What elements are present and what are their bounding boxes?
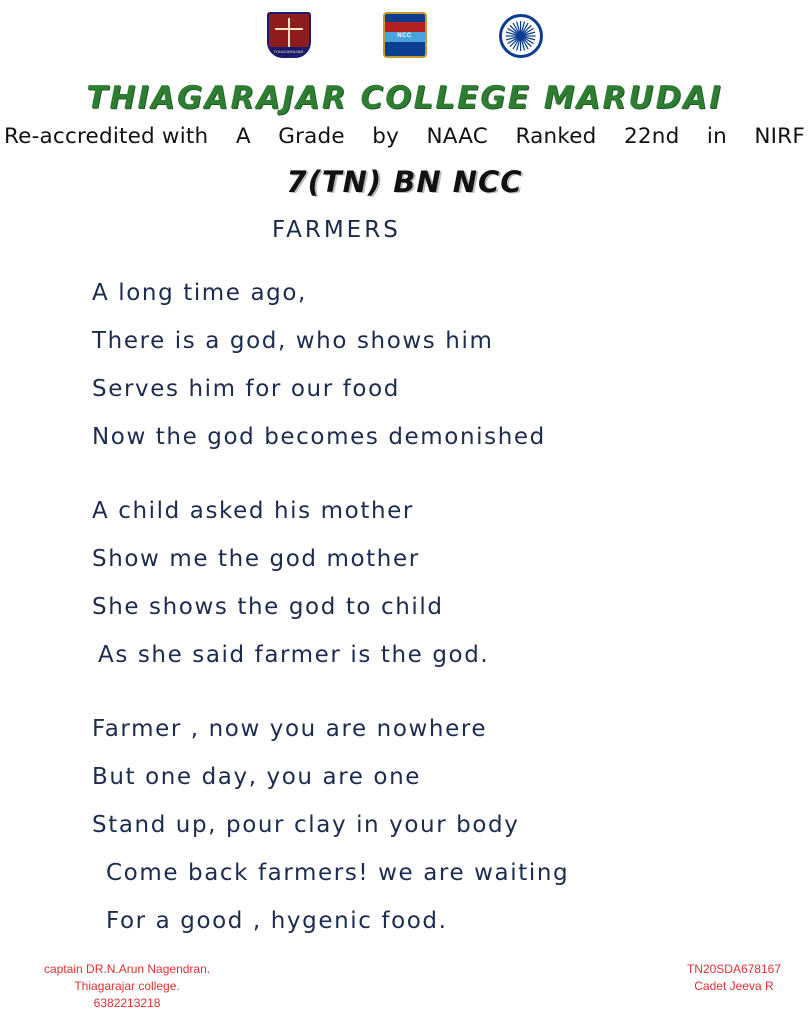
college-crest-logo (267, 12, 311, 58)
college-crest-ribbon-label: THIAGARAJAR (269, 47, 309, 56)
poem-line: Now the god becomes demonished (92, 424, 546, 450)
poem-stanza (92, 705, 769, 945)
footer-cadet-details (687, 961, 781, 1012)
ashoka-chakra-logo (499, 14, 543, 58)
footer-officer-college: Thiagarajar college. (74, 979, 180, 993)
poem-line: A child asked his mother (92, 498, 414, 524)
accreditation-word-9: NIRF (754, 124, 805, 149)
poem-line: She shows the god to child (92, 594, 444, 620)
footer-cadet-name: Cadet Jeeva R (694, 979, 774, 993)
poem-line: There is a god, who shows him (92, 328, 494, 354)
poem-line: Serves him for our food (92, 376, 400, 402)
poem-title: FARMERS (272, 217, 401, 243)
accreditation-word-8: in (706, 124, 727, 149)
poem-line: Show me the god mother (92, 546, 420, 572)
accreditation-line (2, 124, 807, 149)
footer-officer-name: captain DR.N.Arun Nagendran. (44, 962, 211, 976)
poem-line: A long time ago, (92, 280, 307, 306)
footer-officer-details (44, 961, 210, 1012)
footer (0, 961, 809, 1012)
poem-line: But one day, you are one (92, 764, 421, 790)
footer-officer-phone: 6382213218 (93, 996, 161, 1010)
accreditation-word-6: Ranked (515, 124, 597, 149)
footer-cadet-regimental-number: TN20SDA678167 (686, 962, 781, 976)
poem-line: Come back farmers! we are waiting (106, 860, 570, 886)
accreditation-word-5: NAAC (426, 124, 489, 149)
poem-stanza (92, 269, 769, 461)
poem-line: Stand up, pour clay in your body (92, 812, 520, 838)
accreditation-word-2: A (235, 124, 251, 149)
poem-line: For a good , hygenic food. (106, 908, 448, 934)
ncc-emblem-label: NCC (397, 33, 412, 39)
accreditation-word-3: Grade (278, 124, 345, 149)
accreditation-word-4: by (372, 124, 400, 149)
unit-title: 7(TN) BN NCC (286, 165, 523, 199)
poem-line: Farmer , now you are nowhere (92, 716, 488, 742)
accreditation-word-7: 22nd (623, 124, 680, 149)
logo-row (0, 0, 809, 58)
poem-line: As she said farmer is the god. (98, 642, 490, 668)
college-title: THIAGARAJAR COLLEGE MARUDAI (86, 80, 723, 116)
accreditation-word-1: Re-accredited with (4, 124, 209, 149)
poem-stanza (92, 487, 769, 679)
ncc-emblem-logo (383, 12, 427, 58)
poem-body (0, 217, 809, 945)
